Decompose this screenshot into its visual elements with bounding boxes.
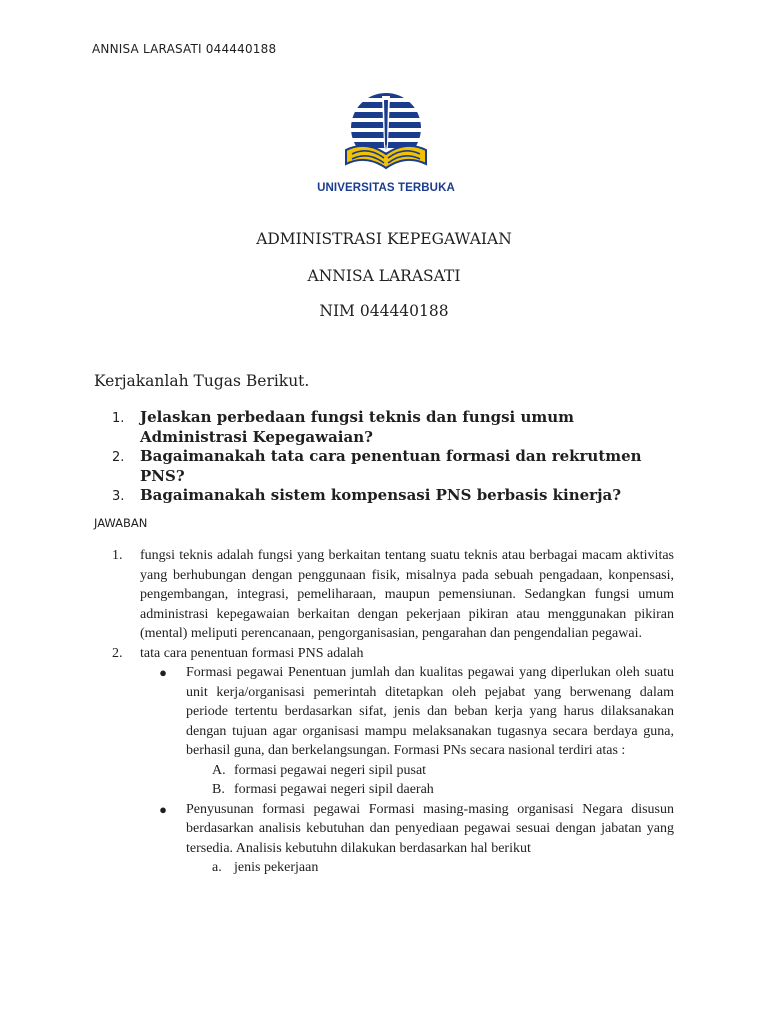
answer-text: tata cara penentuan formasi PNS adalah (140, 645, 364, 661)
university-logo (316, 88, 456, 200)
logo-wordmark: UNIVERSITAS TERBUKA (317, 182, 455, 194)
sub-item (212, 780, 674, 800)
question-text: Jelaskan perbedaan fungsi teknis dan fungsi umum Administrasi Kepegawaian? (140, 408, 575, 446)
bullet-icon: ● (159, 665, 167, 680)
sub-marker: a. (212, 860, 222, 875)
question-number: 3. (112, 489, 125, 504)
question-text: Bagaimanakah sistem kompensasi PNS berbasis kinerja? (140, 486, 622, 504)
answers-heading: JAWABAN (94, 516, 148, 530)
answer-number: 2. (112, 645, 123, 661)
question-item (112, 486, 672, 507)
question-item (112, 408, 672, 447)
author-header: ANNISA LARASATI 044440188 (92, 42, 277, 56)
answer-number: 1. (112, 548, 123, 563)
sub-text: jenis pekerjaan (234, 860, 319, 875)
student-nim: NIM 044440188 (319, 302, 449, 320)
sub-text: formasi pegawai negeri sipil daerah (234, 782, 434, 797)
question-list (112, 408, 672, 507)
task-heading: Kerjakanlah Tugas Berikut. (94, 372, 310, 390)
bullet-item (140, 800, 674, 878)
course-title: ADMINISTRASI KEPEGAWAIAN (256, 230, 512, 248)
answer-item (112, 644, 674, 664)
answer-text: fungsi teknis adalah fungsi yang berkaitan tentang suatu teknis atau berbagai macam aktivitas yang berhubungan dengan penggunaan fisik, misalnya pada sebuah pengadaan, konpensasi, pengembangan, integrasi, pemeliharaan, maupun pemensiunan. Sedangkan fungsi umum administrasi kepegawaian berkaitan dengan pekerjaan pikiran atau menggunakan pikiran (mental) meliputi perencanaan, pengorganisasian, pengarahan dan pengendalian pegawai. (140, 548, 674, 641)
sub-list (212, 858, 674, 878)
sub-marker: A. (212, 762, 226, 778)
bullet-icon: ● (159, 801, 167, 817)
bullet-item (140, 663, 674, 800)
question-text: Bagaimanakah tata cara penentuan formasi dan rekrutmen PNS? (140, 447, 642, 485)
bullet-text: Formasi pegawai Penentuan jumlah dan kualitas pegawai yang diperlukan oleh suatu unit kerja/organisasi pemerintah ditetapkan oleh pejabat yang berwenang dalam periode tertentu berdasarkan sifat, jenis dan beban kerja yang harus dilaksanakan dengan tujuan agar organisasi mampu melaksanakan tugasnya secara berdaya guna, berhasil guna, dan berkelangsungan. Formasi PNs secara nasional terdiri atas : (186, 665, 674, 758)
question-number: 1. (112, 411, 125, 426)
question-number: 2. (112, 450, 125, 465)
sub-text: formasi pegawai negeri sipil pusat (234, 762, 427, 778)
logo-emblem-icon (316, 88, 456, 180)
answer-bullet-list (140, 663, 674, 878)
sub-marker: B. (212, 782, 225, 797)
answer-list (112, 546, 674, 878)
sub-item (212, 858, 674, 878)
question-item (112, 447, 672, 486)
answer-item (112, 546, 674, 644)
sub-item (212, 761, 674, 781)
sub-list (212, 761, 674, 800)
student-name: ANNISA LARASATI (307, 267, 461, 285)
bullet-text: Penyusunan formasi pegawai Formasi masing-masing organisasi Negara disusun berdasarkan analisis kebutuhan dan penyediaan pegawai sesuai dengan jabatan yang tersedia. Analisis kebutuhn dilakukan berdasarkan hal berikut (186, 801, 674, 856)
